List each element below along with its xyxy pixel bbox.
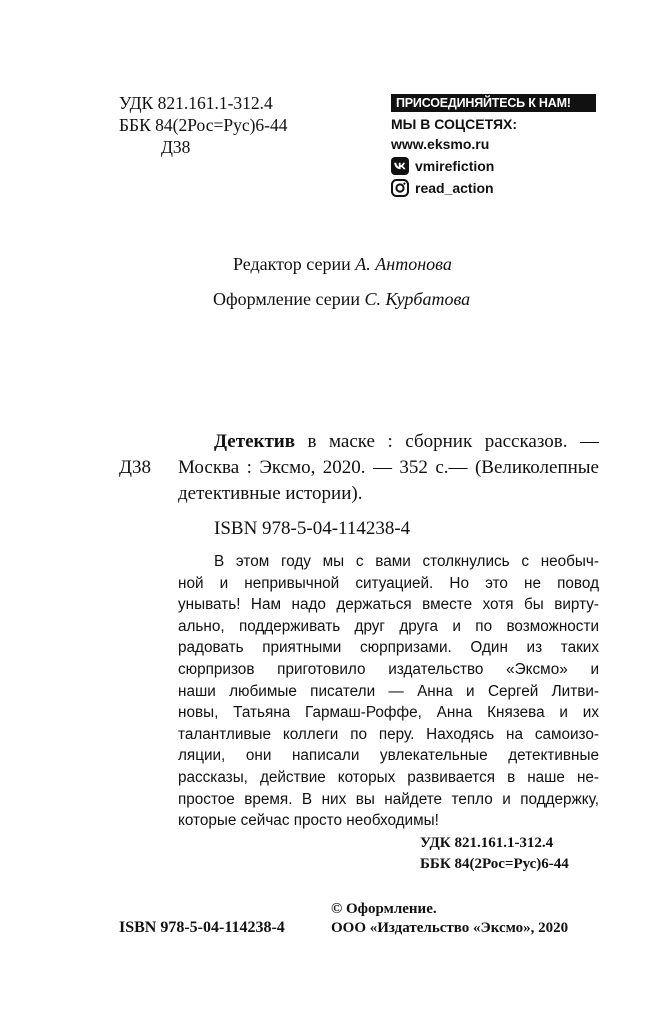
copyright-line: © Оформление. — [331, 901, 437, 917]
abstract-line: рассказы, действие которых развивается в наше не- — [178, 768, 599, 786]
bibliography-author-mark: Д38 — [119, 457, 151, 478]
abstract-line: ально, поддерживать друг друга и по возможности — [178, 617, 599, 635]
abstract-line: В этом году мы с вами столкнулись с необыч- — [214, 553, 599, 570]
isbn-line: ISBN 978-5-04-114238-4 — [214, 518, 411, 539]
vk-handle: vmirefiction — [415, 158, 495, 174]
abstract-line: ной и непривычной ситуацией. Но это не повод — [178, 574, 599, 592]
abstract-line: новы, Татьяна Гармаш-Роффе, Анна Князева и их — [178, 704, 599, 722]
abstract-line: сюрпризов приготовило издательство «Эксмо» и — [178, 660, 599, 678]
instagram-icon — [391, 179, 409, 197]
udk-code: УДК 821.161.1-312.4 — [119, 93, 273, 113]
author-mark: Д38 — [161, 137, 191, 157]
abstract — [178, 551, 599, 832]
editor-name: А. Антонова — [355, 254, 452, 274]
abstract-line: радовать приятными сюрпризами. Один из таких — [178, 639, 599, 657]
social-banner: ПРИСОЕДИНЯЙТЕСЬ К НАМ! — [391, 94, 596, 112]
website-link[interactable]: www.eksmo.ru — [391, 136, 490, 152]
bbk-code: ББК 84(2Рос=Рус)6-44 — [119, 115, 288, 135]
bottom-classification-block — [420, 833, 569, 875]
abstract-line: унывать! Нам надо держаться вместе хотя бы вирту- — [178, 596, 599, 614]
series-design-credit — [213, 289, 470, 310]
abstract-line: наши любимые писатели — Анна и Сергей Литви- — [178, 682, 599, 700]
vk-icon — [391, 157, 409, 175]
abstract-line: простое время. В них вы найдете тепло и поддержку, — [178, 790, 599, 808]
abstract-line: которые сейчас просто необходимы! — [178, 812, 439, 830]
vk-link[interactable] — [391, 155, 596, 177]
abstract-line: талантливые коллеги по перу. Находясь на самоизо- — [178, 725, 599, 743]
isbn-bottom: ISBN 978-5-04-114238-4 — [119, 919, 285, 936]
book-title-bold: Детектив — [214, 431, 295, 452]
social-block — [391, 94, 596, 199]
abstract-line: ляции, они написали увлекательные детективные — [178, 747, 599, 765]
top-classification-block — [119, 92, 288, 158]
design-role: Оформление серии — [213, 289, 360, 309]
instagram-handle: read_action — [415, 180, 494, 196]
series-editor-credit — [233, 254, 452, 275]
instagram-link[interactable] — [391, 177, 596, 199]
social-subtitle: МЫ В СОЦСЕТЯХ: — [391, 116, 518, 132]
editor-role: Редактор серии — [233, 254, 351, 274]
design-name: С. Курбатова — [364, 289, 471, 309]
bibliography-text: в маске : сборник рассказов. — Москва : Эксмо, 2020. — 352 с.— (Великолепные детективные истории). — [178, 431, 599, 504]
bibliographic-description — [178, 429, 599, 507]
publisher-line: ООО «Издательство «Эксмо», 2020 — [331, 920, 569, 936]
bbk-code-bottom: ББК 84(2Рос=Рус)6-44 — [420, 856, 569, 872]
udk-code-bottom: УДК 821.161.1-312.4 — [420, 835, 554, 851]
